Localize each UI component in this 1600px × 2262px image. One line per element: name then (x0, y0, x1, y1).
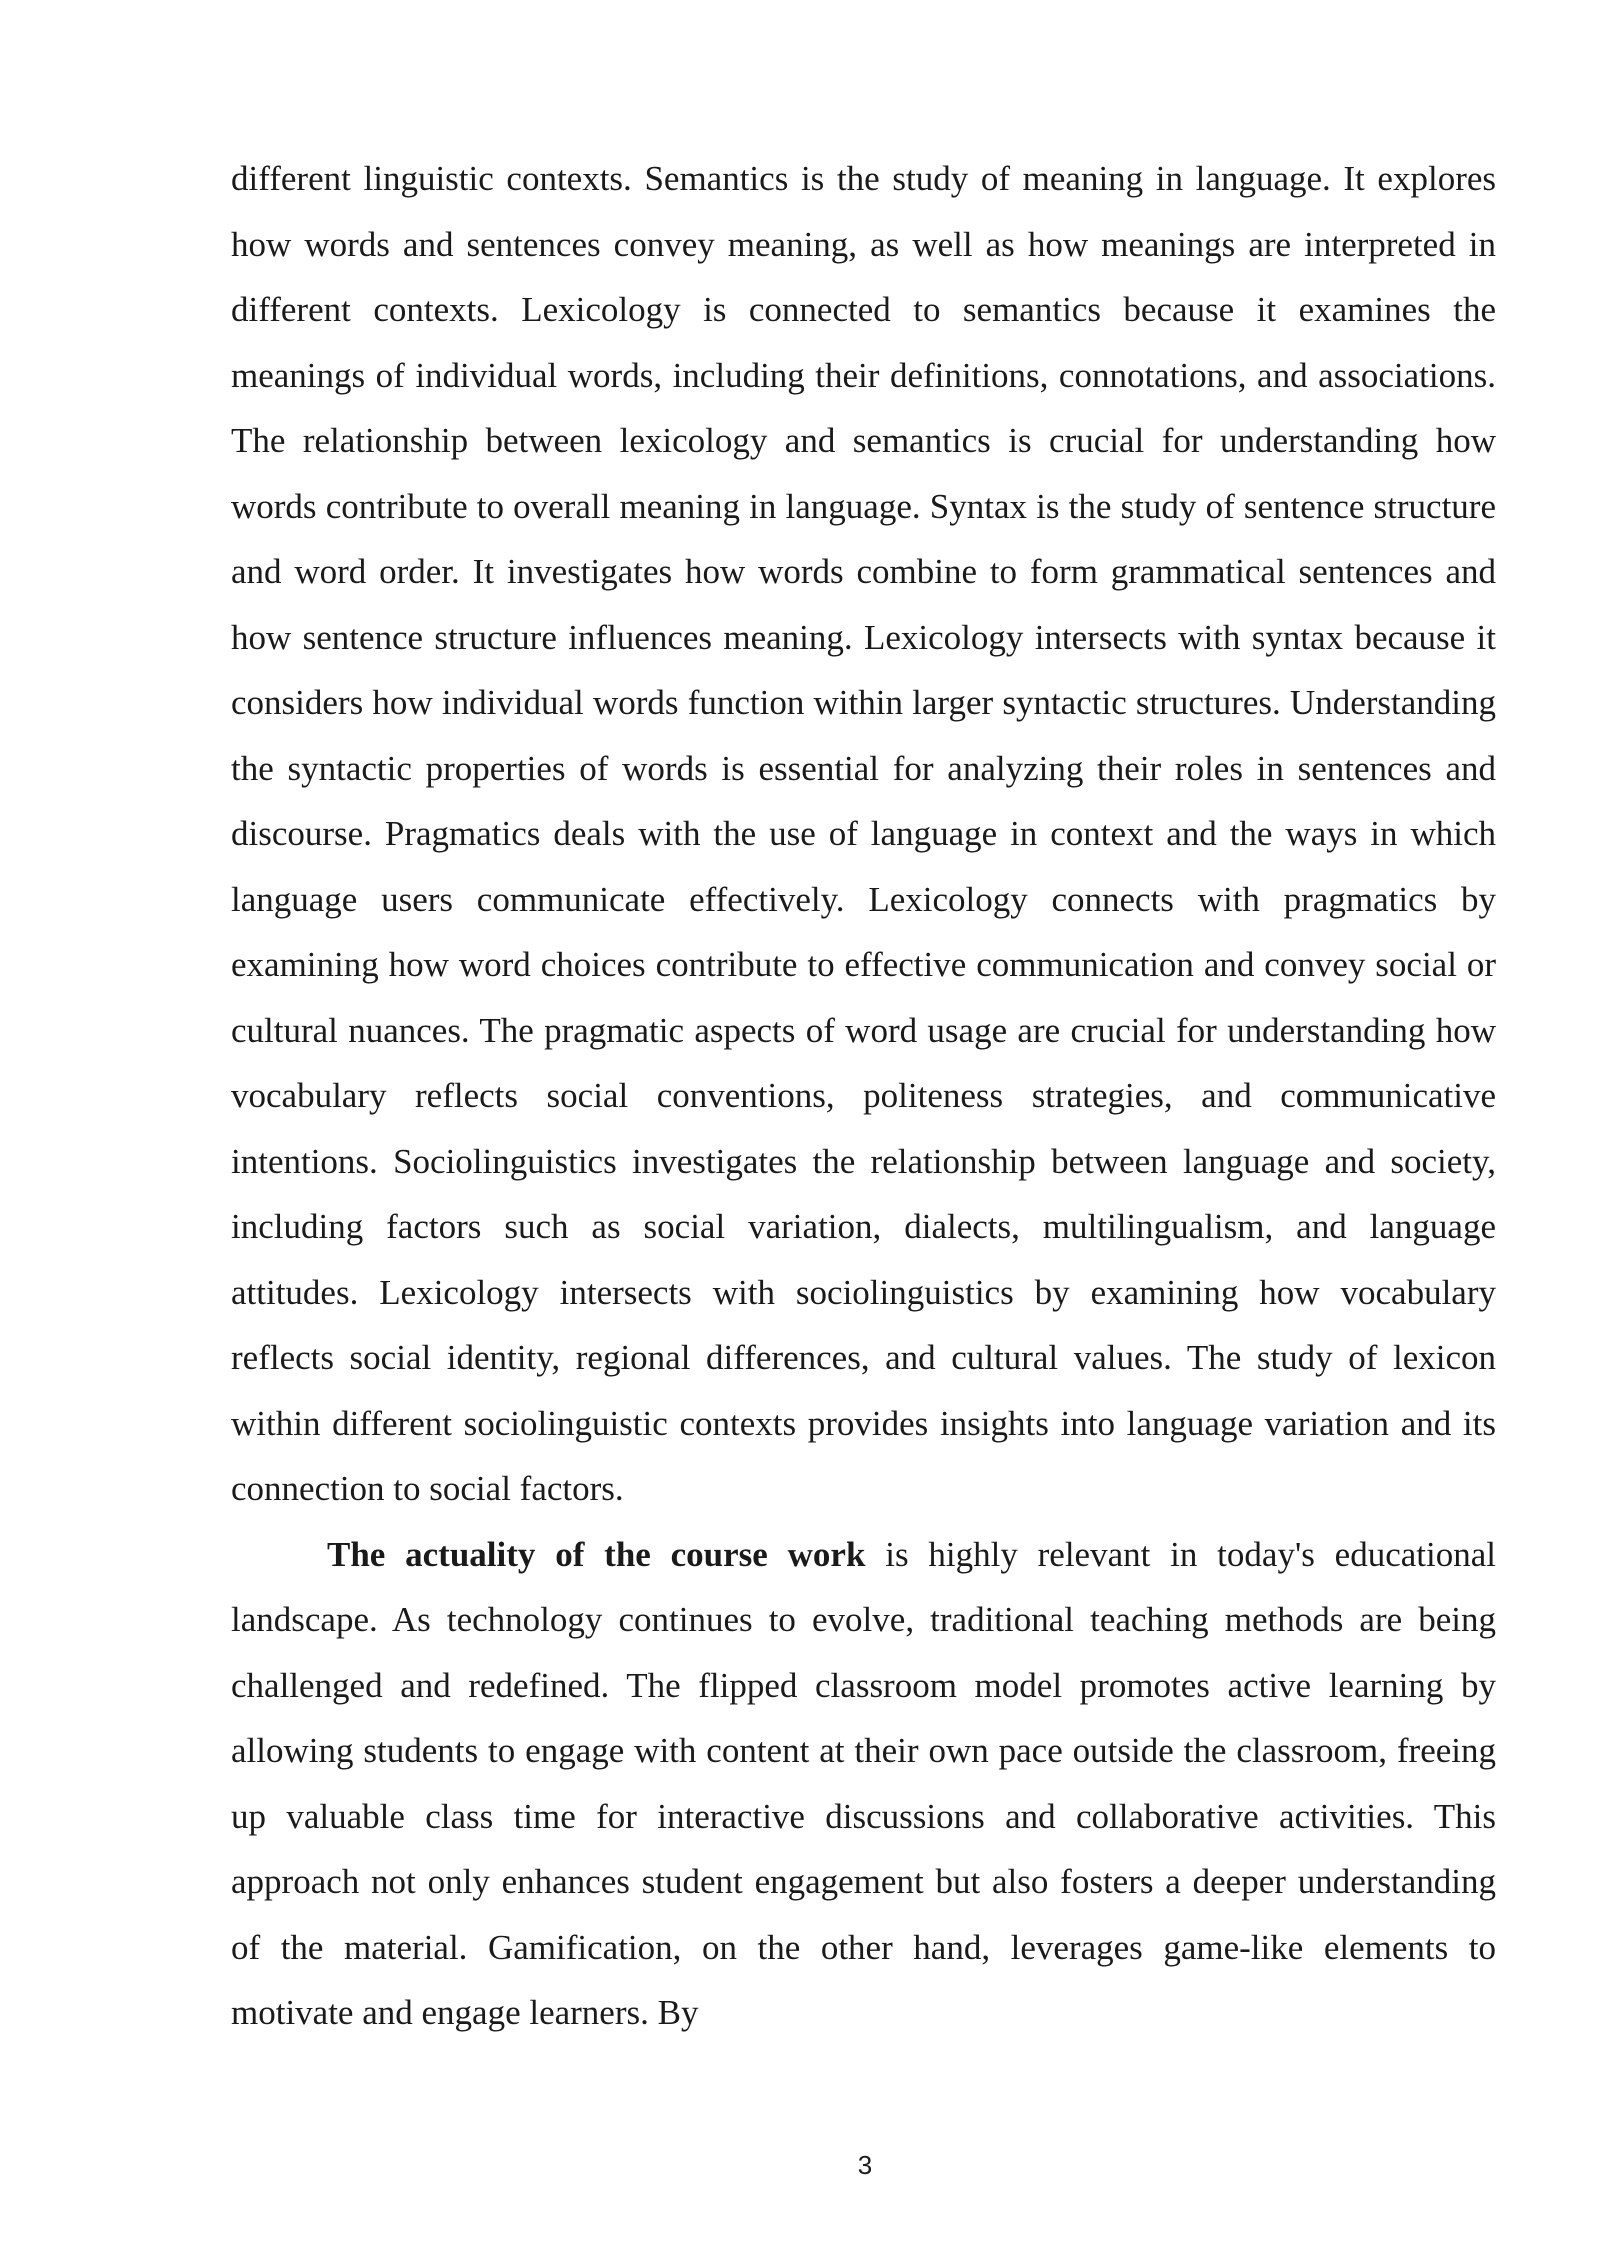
body-text (231, 146, 1496, 2046)
paragraph-bold-lead: The actuality of the course work (327, 1534, 866, 1574)
paragraph-continued: different linguistic contexts. Semantics is the study of meaning in language. It explores how words and sentences convey meaning, as well as how meanings are interpreted in different contexts. Lexicology is connected to semantics because it examines the meanings of individual words, including their definitions, connotations, and associations. The relationship between lexicology and semantics is crucial for understanding how words contribute to overall meaning in language. Syntax is the study of sentence structure and word order. It investigates how words combine to form grammatical sentences and how sentence structure influences meaning. Lexicology intersects with syntax because it considers how individual words function within larger syntactic structures. Understanding the syntactic properties of words is essential for analyzing their roles in sentences and discourse. Pragmatics deals with the use of language in context and the ways in which language users communicate effectively. Lexicology connects with pragmatics by examining how word choices contribute to effective communication and convey social or cultural nuances. The pragmatic aspects of word usage are crucial for understanding how vocabulary reflects social conventions, politeness strategies, and communicative intentions. Sociolinguistics investigates the relationship between language and society, including factors such as social variation, dialects, multilingualism, and language attitudes. Lexicology intersects with sociolinguistics by examining how vocabulary reflects social identity, regional differences, and cultural values. The study of lexicon within different sociolinguistic contexts provides insights into language variation and its connection to social factors. (231, 159, 1496, 1508)
page-number: 3 (857, 2150, 873, 2180)
paragraph-body: is highly relevant in today's educational landscape. As technology continues to evolve, traditional teaching methods are being challenged and redefined. The flipped classroom model promotes active learning by allowing students to engage with content at their own pace outside the classroom, freeing up valuable class time for interactive discussions and collaborative activities. This approach not only enhances student engagement but also fosters a deeper understanding of the material. Gamification, on the other hand, leverages game-like elements to motivate and engage learners. By (231, 1534, 1496, 2032)
paragraph-actuality (231, 1522, 1496, 2046)
